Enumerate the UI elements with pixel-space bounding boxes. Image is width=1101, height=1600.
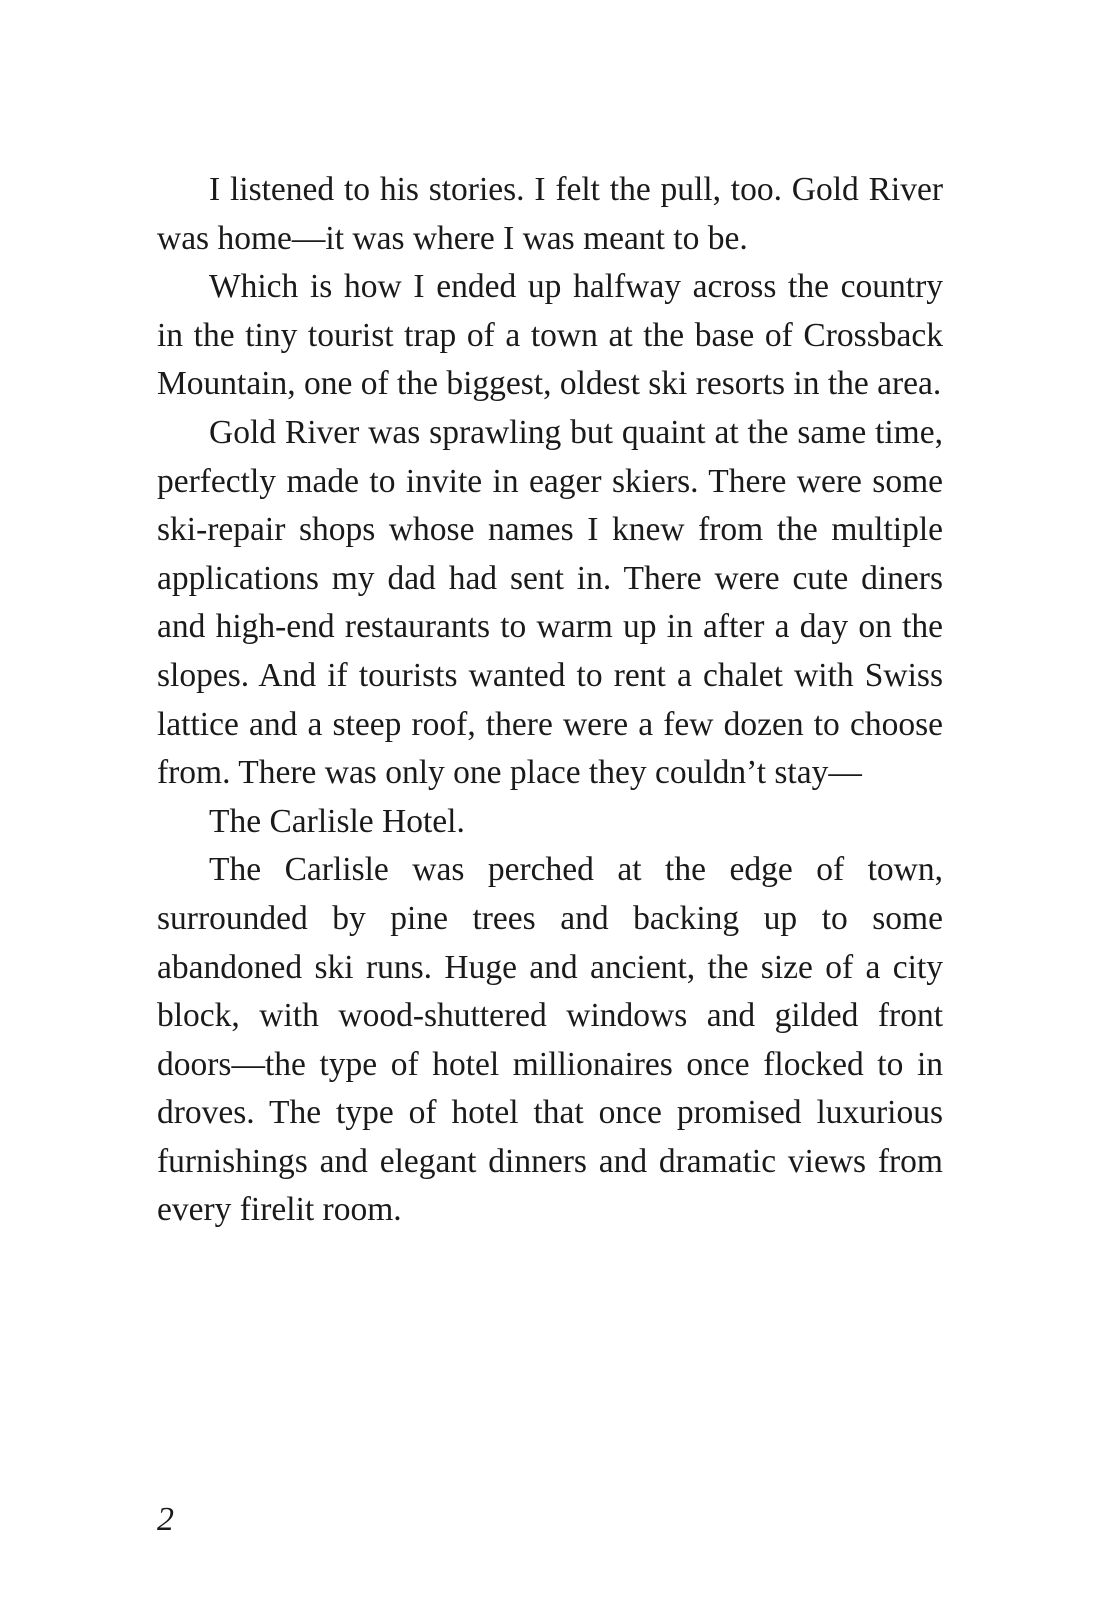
paragraph-4: The Carlisle Hotel. (209, 802, 465, 840)
page-number: 2 (157, 1501, 174, 1538)
paragraph-5: The Carlisle was perched at the edge of town, surrounded by pine trees and backing up to some abandoned ski runs. Huge and ancient, the size of a city block, with wood-shuttered windows and gilded front doors—the type of hotel millionaires once flocked to in droves. The type of hotel that once promised luxurious furnishings and elegant dinners and dramatic views from every firelit room. (157, 851, 943, 1229)
paragraph-3: Gold River was sprawling but quaint at the same time, perfectly made to invite in eager skiers. There were some ski-repair shops whose names I knew from the multiple applications my dad had sent in. There were cute diners and high-end restaurants to warm up in after a day on the slopes. And if tourists wanted to rent a chalet with Swiss lattice and a steep roof, there were a few dozen to choose from. There was only one place they couldn’t stay— (157, 413, 943, 792)
body-text (157, 166, 943, 1235)
paragraph-1: I listened to his stories. I felt the pull, too. Gold River was home—it was where I was meant to be. (157, 171, 943, 257)
paragraph-2: Which is how I ended up halfway across the country in the tiny tourist trap of a town at the base of Crossback Mountain, one of the biggest, oldest ski resorts in the area. (157, 268, 943, 403)
